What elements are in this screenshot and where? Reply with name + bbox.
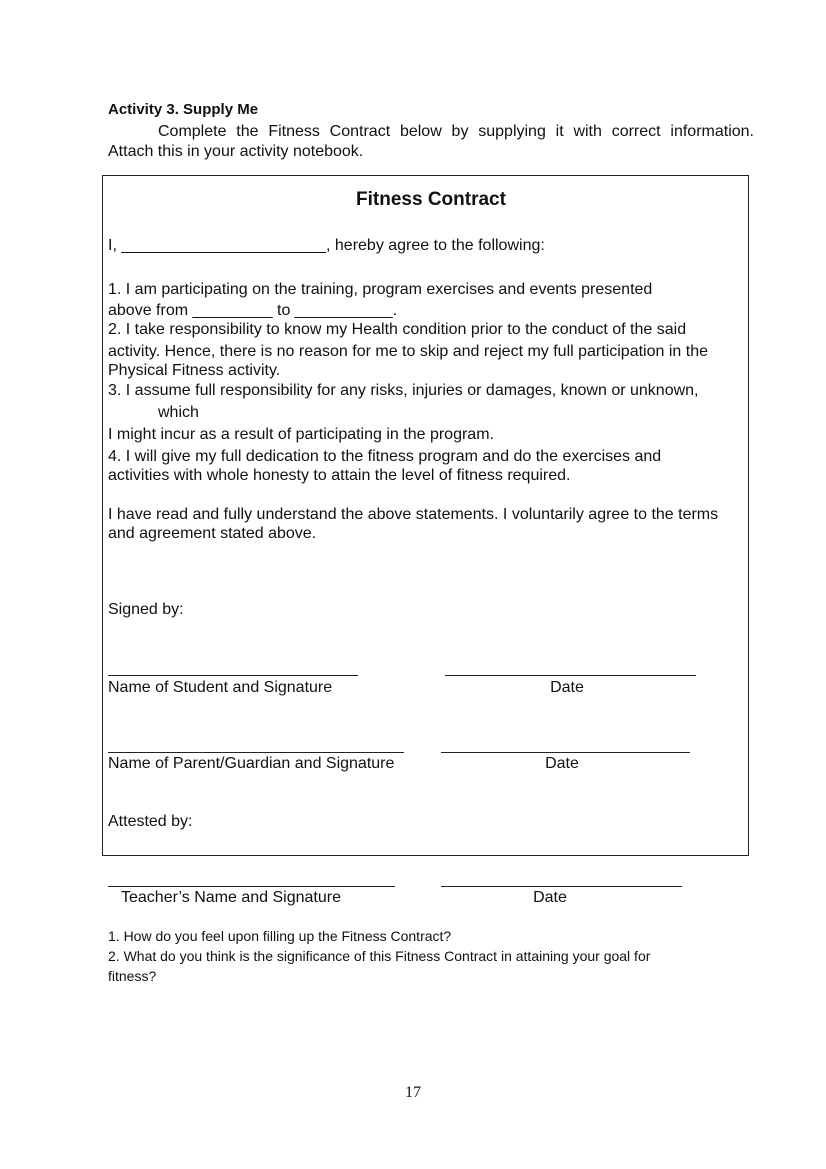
contract-clause: 2. I take responsibility to know my Health condition prior to the conduct of the said [108,321,687,338]
question: 2. What do you think is the significance of this Fitness Contract in attaining your goal for [108,948,651,964]
question: 1. How do you feel upon filling up the Fitness Contract? [108,928,452,944]
student-signature-line [108,675,358,676]
contract-clause: which [158,404,199,421]
contract-clause: 1. I am participating on the training, program exercises and events presented [108,281,653,298]
instructions-line: Complete the Fitness Contract below by supplying it with correct information. [158,123,754,140]
parent-date-line [441,752,690,753]
contract-clause: 3. I assume full responsibility for any risks, injuries or damages, known or unknown, [108,382,699,399]
teacher-signature-line [108,886,395,887]
contract-clause: activity. Hence, there is no reason for me to skip and reject my full participation in the [108,343,708,360]
teacher-date-line [441,886,682,887]
attested-by-label: Attested by: [108,813,193,830]
question: fitness? [108,968,157,984]
student-date-line [445,675,696,676]
student-date-label: Date [550,679,584,696]
statement-line: and agreement stated above. [108,525,317,542]
contract-clause: activities with whole honesty to attain the level of fitness required. [108,467,571,484]
contract-title: Fitness Contract [356,189,506,210]
signed-by-label: Signed by: [108,601,184,618]
parent-signature-line [108,752,404,753]
parent-date-label: Date [545,755,579,772]
contract-clause: I might incur as a result of participating in the program. [108,426,494,443]
agree-line: I, _______________________, hereby agree to the following: [108,237,545,254]
contract-clause: Physical Fitness activity. [108,362,281,379]
student-signature-label: Name of Student and Signature [108,679,333,696]
teacher-date-label: Date [533,889,567,906]
parent-signature-label: Name of Parent/Guardian and Signature [108,755,395,772]
page-number: 17 [405,1084,421,1101]
contract-clause: 4. I will give my full dedication to the fitness program and do the exercises and [108,448,662,465]
statement-line: I have read and fully understand the above statements. I voluntarily agree to the terms [108,506,719,523]
activity-heading: Activity 3. Supply Me [108,101,259,118]
teacher-signature-label: Teacher’s Name and Signature [121,889,341,906]
instructions-line: Attach this in your activity notebook. [108,143,364,160]
contract-clause: above from _________ to ___________. [108,302,398,319]
